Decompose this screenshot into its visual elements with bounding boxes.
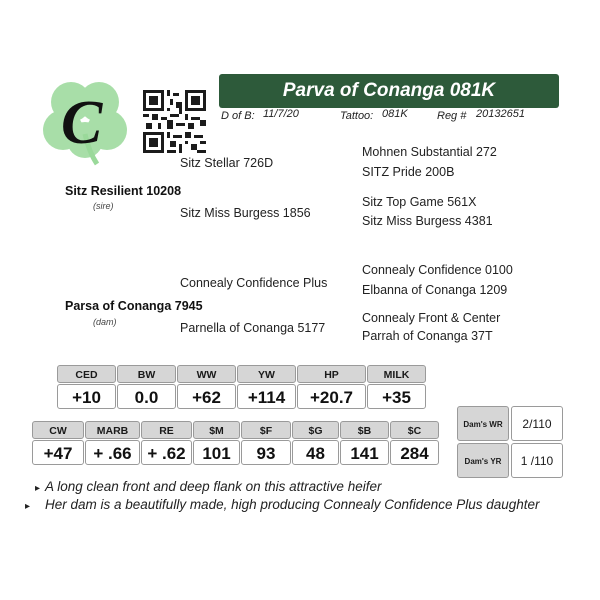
epd-header: WW: [177, 365, 236, 383]
pedigree-sire: Sitz Resilient 10208: [65, 184, 182, 198]
epd-value: 284: [390, 440, 439, 465]
epd-value: 101: [193, 440, 240, 465]
remark-item: [25, 496, 565, 516]
epd-header: $G: [292, 421, 339, 439]
animal-name-title: Parva of Conanga 081K: [219, 74, 559, 108]
epd-value: + .66: [85, 440, 140, 465]
epd-header: BW: [117, 365, 176, 383]
reg-value: 20132651: [476, 108, 525, 120]
pedigree-ddd: Parrah of Conanga 37T: [362, 329, 493, 343]
bullet-icon: ▸: [35, 483, 41, 494]
epd-value: +35: [367, 384, 426, 409]
pedigree-sds: Sitz Top Game 561X: [362, 195, 477, 209]
remark-item: [35, 478, 575, 498]
pedigree-sire-sire: Sitz Stellar 726D: [180, 156, 274, 170]
dam-wr-label: Dam's WR: [457, 406, 509, 441]
pedigree-dam-sire: Connealy Confidence Plus: [180, 276, 328, 290]
pedigree-dam: Parsa of Conanga 7945: [65, 299, 203, 313]
epd-header: RE: [141, 421, 192, 439]
epd-value: +20.7: [297, 384, 366, 409]
remark-text: A long clean front and deep flank on this attractive heifer: [45, 479, 382, 494]
dam-label: (dam): [93, 317, 117, 327]
pedigree-sss: Mohnen Substantial 272: [362, 145, 497, 159]
epd-header: $M: [193, 421, 240, 439]
qr-code-icon: [143, 90, 206, 153]
pedigree-ssd: SITZ Pride 200B: [362, 165, 455, 179]
epd-header: HP: [297, 365, 366, 383]
dam-yr-value: 1 /110: [511, 443, 563, 478]
epd-value: 0.0: [117, 384, 176, 409]
tattoo-value: 081K: [382, 108, 408, 120]
epd-header: MILK: [367, 365, 426, 383]
epd-header: CW: [32, 421, 84, 439]
pedigree-sire-dam: Sitz Miss Burgess 1856: [180, 206, 311, 220]
pedigree-dsd: Elbanna of Conanga 1209: [362, 283, 508, 297]
pedigree-sdd: Sitz Miss Burgess 4381: [362, 214, 493, 228]
epd-header: CED: [57, 365, 116, 383]
reg-label: Reg #: [437, 110, 467, 122]
epd-value: +62: [177, 384, 236, 409]
pedigree-dam-dam: Parnella of Conanga 5177: [180, 321, 326, 335]
epd-table-1: [57, 365, 426, 409]
epd-value: 93: [241, 440, 291, 465]
epd-value: 48: [292, 440, 339, 465]
remark-text: Her dam is a beautifully made, high producing Connealy Confidence Plus daughter: [45, 497, 540, 512]
tattoo-label: Tattoo:: [340, 110, 374, 122]
bullet-icon: ▸: [25, 501, 31, 512]
epd-value: +47: [32, 440, 84, 465]
epd-value: +114: [237, 384, 296, 409]
dob-value: 11/7/20: [263, 108, 299, 120]
epd-header: $B: [340, 421, 389, 439]
epd-header: YW: [237, 365, 296, 383]
epd-value: +10: [57, 384, 116, 409]
epd-header: MARB: [85, 421, 140, 439]
logo-letter: C: [61, 89, 103, 157]
dob-label: D of B:: [221, 110, 255, 122]
epd-header: $C: [390, 421, 439, 439]
pedigree-dss: Connealy Confidence 0100: [362, 263, 513, 277]
dam-yr-label: Dam's YR: [457, 443, 509, 478]
dam-wr-value: 2/110: [511, 406, 563, 441]
shamrock-logo: [33, 74, 133, 170]
dam-ratios: [457, 406, 563, 478]
sire-label: (sire): [93, 201, 114, 211]
epd-value: + .62: [141, 440, 192, 465]
pedigree-dds: Connealy Front & Center: [362, 311, 501, 325]
epd-header: $F: [241, 421, 291, 439]
epd-value: 141: [340, 440, 389, 465]
epd-table-2: [32, 421, 439, 465]
